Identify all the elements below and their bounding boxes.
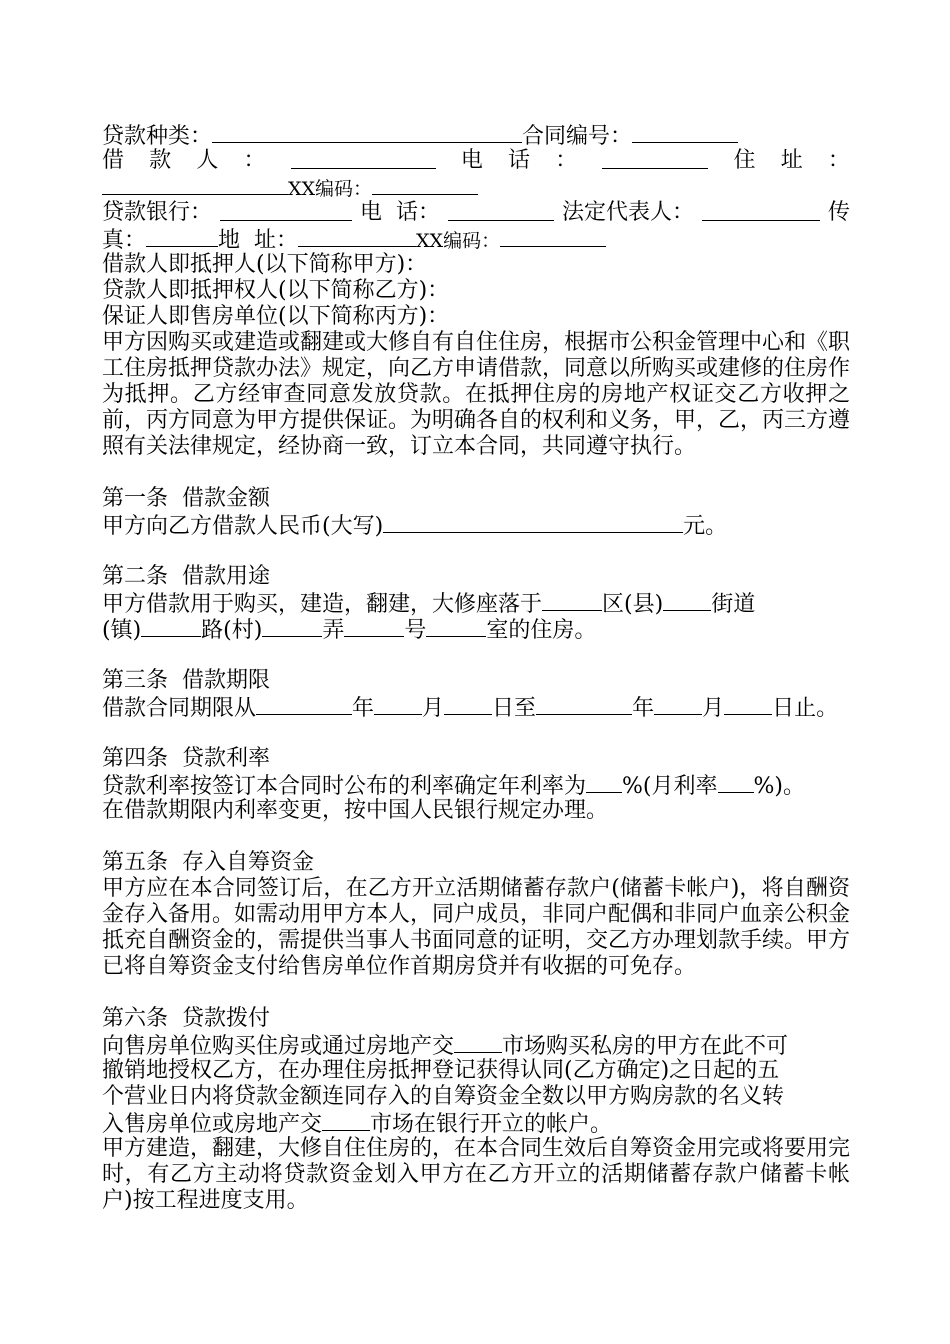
article-3-title: 第三条 借款期限 [102, 668, 270, 693]
borrower-char-3: 人 [196, 148, 219, 173]
article-2-l1-c: 街道 [711, 592, 756, 617]
article-5-title: 第五条 存入自筹资金 [102, 850, 314, 875]
party-borrower: 借款人即抵押人(以下简称甲方)： [102, 252, 428, 277]
address-char-1: 住 [733, 148, 756, 173]
fax-blank [146, 226, 218, 247]
phone-char-3: ： [555, 148, 578, 173]
article-3-term [102, 694, 850, 720]
article-2-title: 第二条 借款用途 [102, 564, 270, 589]
end-year-blank [536, 694, 632, 715]
borrower-char-1: 借 [102, 148, 125, 173]
loan-type-label: 贷款种类： [102, 124, 213, 149]
article-4-l1-b: %(月利率 [622, 774, 718, 799]
article-2-line-1 [102, 590, 850, 616]
article-2-l1-b: 区(县) [602, 592, 664, 617]
article-6-paragraph-2: 甲方建造，翻建，大修自住住房的，在本合同生效后自筹资金用完或将要用完时，有乙方主动将贷款资金划入甲方在乙方开立的活期储蓄存款户储蓄卡帐户)按工程进度支用。 [102, 1136, 851, 1213]
address-char-2: 址 [780, 148, 803, 173]
bank-blank [220, 200, 352, 221]
postcode-blank-2 [500, 226, 606, 247]
party-guarantor: 保证人即售房单位(以下简称丙方)： [102, 304, 450, 329]
bank-address-blank [298, 226, 416, 247]
article-1-text [102, 512, 850, 538]
article-6-line-4 [102, 1110, 850, 1136]
term-from-label: 借款合同期限从 [102, 696, 257, 721]
fax-label-1: 传 [827, 200, 850, 225]
annual-rate-blank [586, 772, 622, 793]
contract-no-blank [632, 122, 738, 143]
borrower-char-4: ： [243, 148, 266, 173]
lane-blank [344, 616, 404, 637]
term-month-1: 月 [422, 696, 445, 721]
term-year-2: 年 [632, 696, 655, 721]
article-6-l4-b: 市场在银行开立的帐户。 [370, 1112, 613, 1137]
article-6-title: 第六条 贷款拨付 [102, 1006, 270, 1031]
header-line-1 [102, 122, 850, 148]
start-month-blank [374, 694, 422, 715]
header-line-3 [102, 174, 850, 200]
legal-rep-label: 法定代表人： [561, 200, 694, 225]
header-line-2 [102, 148, 850, 174]
address-blank [102, 174, 288, 195]
start-year-blank [256, 694, 352, 715]
postcode-label-1: XX编码： [288, 178, 373, 200]
start-day-blank [444, 694, 492, 715]
term-day-to: 日至 [492, 696, 537, 721]
exchange-blank-2 [322, 1110, 370, 1131]
bank-phone-label: 电 话： [359, 200, 440, 225]
term-day-end: 日止。 [772, 696, 839, 721]
article-4-title: 第四条 贷款利率 [102, 746, 270, 771]
number-blank [426, 616, 486, 637]
borrower-char-2: 款 [149, 148, 172, 173]
article-2-l1-a: 甲方借款用于购买，建造，翻建，大修座落于 [102, 592, 543, 617]
town-blank [141, 616, 201, 637]
article-6-l1-a: 向售房单位购买住房或通过房地产交 [102, 1034, 455, 1059]
article-4-line-2: 在借款期限内利率变更，按中国人民银行规定办理。 [102, 798, 609, 823]
bank-phone-blank [448, 200, 554, 221]
road-blank [262, 616, 322, 637]
article-1-text-a: 甲方向乙方借款人民币(大写) [102, 514, 384, 539]
article-6-l4-a: 入售房单位或房地产交 [102, 1112, 323, 1137]
term-year-1: 年 [352, 696, 375, 721]
article-2-l2-c: 弄 [322, 618, 345, 643]
party-lender: 贷款人即抵押权人(以下简称乙方)： [102, 278, 450, 303]
district-blank [542, 590, 602, 611]
borrower-blank [291, 148, 436, 169]
contract-no-label: 合同编号： [522, 124, 633, 149]
article-2-line-2 [102, 616, 850, 642]
article-1-text-b: 元。 [683, 514, 728, 539]
article-1-title: 第一条 借款金额 [102, 486, 270, 511]
end-day-blank [724, 694, 772, 715]
article-4-line-1 [102, 772, 850, 798]
article-4-l1-a: 贷款利率按签订本合同时公布的利率确定年利率为 [102, 774, 587, 799]
address-char-3: ： [827, 148, 850, 173]
article-2-l2-d: 号 [404, 618, 427, 643]
article-5-text: 甲方应在本合同签订后，在乙方开立活期储蓄存款户(储蓄卡帐户)，将自酬资金存入备用。如需动用甲方本人，同户成员，非同户配偶和非同户血亲公积金抵充自酬资金的，需提供当事人书面同意的证明，交乙方办理划款手续。甲方已将自筹资金支付给售房单位作首期房贷并有收据的可免存。 [102, 876, 851, 979]
end-month-blank [654, 694, 702, 715]
loan-type-blank [212, 122, 522, 143]
article-2-l2-b: 路(村) [201, 618, 263, 643]
phone-blank [602, 148, 708, 169]
bank-address-label: 地 址： [218, 228, 299, 253]
article-6-line-3: 个营业日内将贷款金额连同存入的自筹资金全数以甲方购房款的名义转 [102, 1084, 785, 1109]
phone-char-2: 话 [508, 148, 531, 173]
article-6-line-2: 撤销地授权乙方，在办理住房抵押登记获得认同(乙方确定)之日起的五 [102, 1058, 780, 1083]
article-6-line-1 [102, 1032, 850, 1058]
monthly-rate-blank [718, 772, 754, 793]
term-month-2: 月 [702, 696, 725, 721]
header-line-5 [102, 226, 850, 252]
postcode-blank-1 [372, 174, 478, 195]
exchange-blank-1 [454, 1032, 502, 1053]
street-blank [663, 590, 711, 611]
article-6-l1-b: 市场购买私房的甲方在此不可 [502, 1034, 789, 1059]
phone-char-1: 电 [460, 148, 483, 173]
article-2-l2-a: (镇) [102, 618, 142, 643]
article-2-l2-e: 室的住房。 [486, 618, 597, 643]
loan-amount-blank [383, 512, 683, 533]
header-line-4 [102, 200, 850, 226]
fax-label-2: 真： [102, 228, 147, 253]
bank-label: 贷款银行： [102, 200, 213, 225]
postcode-label-2: XX编码： [416, 230, 501, 252]
intro-paragraph: 甲方因购买或建造或翻建或大修自有自住住房，根据市公积金管理中心和《职工住房抵押贷款办法》规定，向乙方申请借款，同意以所购买或建修的住房作为抵押。乙方经审查同意发放贷款。在抵押住房的房地产权证交乙方收押之前，丙方同意为甲方提供保证。为明确各自的权利和义务，甲，乙，丙三方遵照有关法律规定，经协商一致，订立本合同，共同遵守执行。 [102, 330, 851, 459]
article-4-l1-c: %)。 [753, 774, 806, 799]
legal-rep-blank [702, 200, 820, 221]
